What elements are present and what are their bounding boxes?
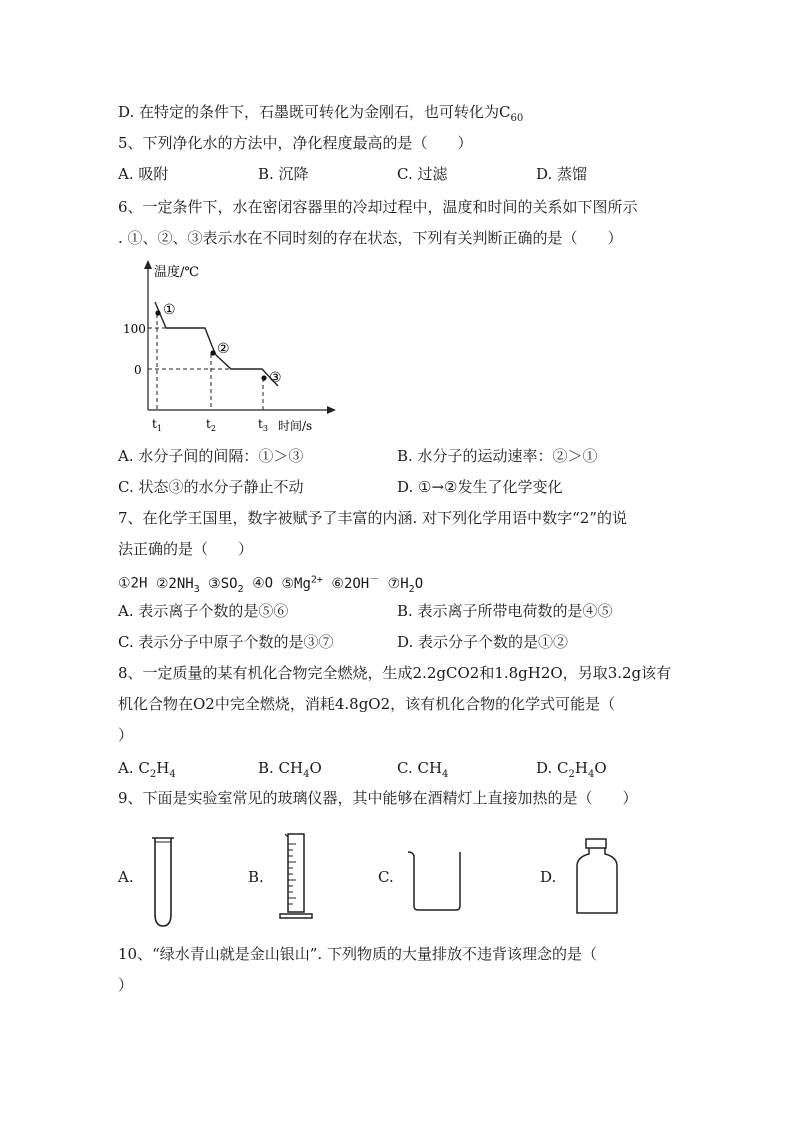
q8-stem-line1: 8、一定质量的某有机化合物完全燃烧，生成2.2gCO2和1.8gH2O，另取3.2g该有 bbox=[118, 664, 672, 682]
graph-tick-t2: $t_2$ bbox=[206, 417, 216, 433]
q7-symbol-5: $⑤Mg^{2+}$ bbox=[281, 574, 323, 592]
q4-option-d-sub: 60 bbox=[510, 113, 524, 124]
q7-symbol-1: ①2H bbox=[118, 575, 148, 592]
q10-stem-line1: 10、“绿水青山就是金山银山”. 下列物质的大量排放不违背该理念的是（ bbox=[118, 945, 597, 963]
q8-option-c: C. $CH_4$ bbox=[397, 759, 449, 780]
graduated-cylinder-icon bbox=[276, 830, 316, 924]
q7-stem-line2: 法正确的是（ ） bbox=[118, 540, 254, 558]
q8-option-d: D. $C_2H_4O$ bbox=[536, 759, 607, 780]
q5-option-b: B. 沉降 bbox=[258, 165, 309, 183]
graph-tick-t1: $t_1$ bbox=[152, 417, 162, 433]
q4-option-d-text: D. 在特定的条件下，石墨既可转化为金刚石，也可转化为C bbox=[118, 103, 511, 121]
q9-stem: 9、下面是实验室常见的玻璃仪器，其中能够在酒精灯上直接加热的是（ ） bbox=[118, 789, 638, 807]
q6-option-a: A. 水分子间的间隔：①＞③ bbox=[118, 447, 304, 465]
q7-option-a: A. 表示离子个数的是⑤⑥ bbox=[118, 602, 289, 620]
graph-point-2-label: ② bbox=[217, 341, 230, 357]
q10-stem-line2: ） bbox=[118, 976, 134, 994]
reagent-bottle-icon bbox=[572, 836, 622, 916]
q7-symbol-4: ④O bbox=[252, 575, 274, 592]
graph-point-3-label: ③ bbox=[269, 370, 282, 386]
q6-option-b: B. 水分子的运动速率：②＞① bbox=[397, 447, 598, 465]
q7-symbol-2: $②2NH_3$ bbox=[155, 575, 200, 595]
q9-label-d: D. bbox=[540, 868, 557, 886]
q9-label-a: A. bbox=[118, 868, 134, 886]
graph-tick-t3: $t_3$ bbox=[258, 417, 268, 433]
q7-option-b: B. 表示离子所带电荷数的是④⑤ bbox=[397, 602, 613, 620]
q6-temperature-graph bbox=[110, 258, 350, 438]
q5-option-d: D. 蒸馏 bbox=[536, 165, 588, 183]
q7-symbol-7: $⑦H_2O$ bbox=[387, 575, 424, 595]
graph-y-label: 温度/℃ bbox=[154, 265, 199, 280]
graph-x-arrow bbox=[327, 406, 336, 414]
q9-label-b: B. bbox=[248, 868, 264, 886]
q7-stem-line1: 7、在化学王国里，数字被赋予了丰富的内涵. 对下列化学用语中数字“2”的说 bbox=[118, 509, 627, 527]
q7-symbol-6: ⑥2OH－ bbox=[331, 574, 380, 592]
q6-option-c: C. 状态③的水分子静止不动 bbox=[118, 478, 304, 496]
q6-option-d: D. ①→②发生了化学变化 bbox=[397, 478, 563, 496]
q8-stem-line3: ） bbox=[118, 726, 134, 744]
graph-x-label: 时间/s bbox=[278, 419, 313, 433]
graph-point-1-label: ① bbox=[163, 302, 176, 318]
q7-symbols bbox=[118, 569, 423, 600]
q7-option-d: D. 表示分子个数的是①② bbox=[397, 633, 569, 651]
q6-stem-line1: 6、一定条件下，水在密闭容器里的冷却过程中，温度和时间的关系如下图所示 bbox=[118, 198, 638, 216]
graph-point-2-dot bbox=[210, 350, 215, 355]
graph-y-arrow bbox=[144, 260, 152, 269]
q8-option-a: A. $C_2H_4$ bbox=[118, 759, 176, 780]
graph-ytick-0: 0 bbox=[134, 363, 142, 377]
q7-option-c: C. 表示分子中原子个数的是③⑦ bbox=[118, 633, 334, 651]
graph-ytick-100: 100 bbox=[123, 322, 146, 336]
test-tube-icon bbox=[148, 834, 178, 930]
graph-point-1-dot bbox=[155, 310, 160, 315]
q7-symbol-3: $③SO_2$ bbox=[208, 575, 244, 595]
q9-label-c: C. bbox=[378, 868, 394, 886]
q4-option-d bbox=[118, 101, 523, 130]
q5-option-a: A. 吸附 bbox=[118, 165, 169, 183]
q5-option-c: C. 过滤 bbox=[397, 165, 448, 183]
graph-point-3-dot bbox=[261, 375, 266, 380]
q6-stem-line2: . ①、②、③表示水在不同时刻的存在状态，下列有关判断正确的是（ ） bbox=[118, 229, 623, 247]
q8-stem-line2: 机化合物在O2中完全燃烧，消耗4.8gO2，该有机化合物的化学式可能是（ bbox=[118, 695, 616, 713]
beaker-icon bbox=[404, 846, 466, 914]
q5-stem: 5、下列净化水的方法中，净化程度最高的是（ ） bbox=[118, 134, 473, 152]
q8-option-b: B. $CH_4O$ bbox=[258, 759, 322, 780]
